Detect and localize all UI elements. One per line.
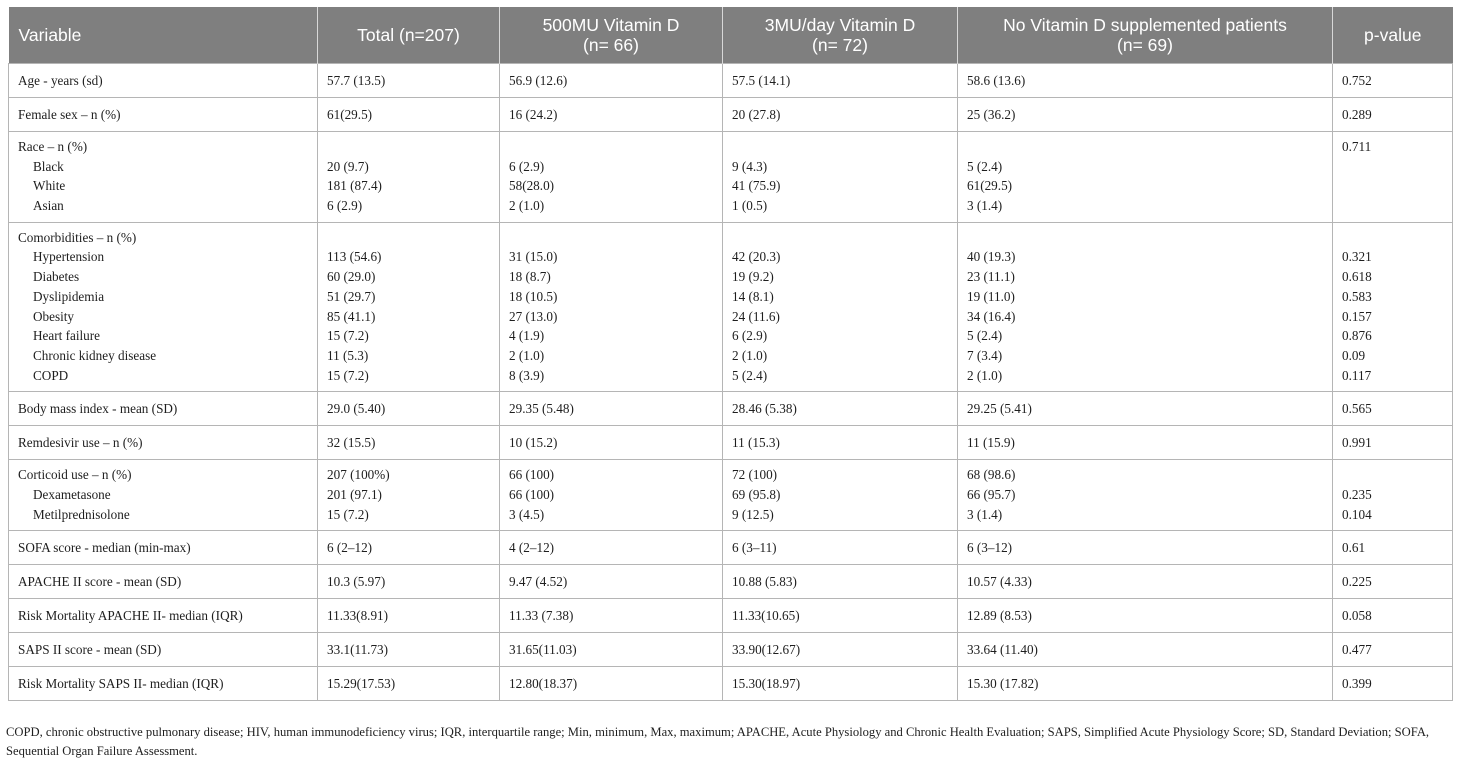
cell-no-vitamin-d xyxy=(958,132,1333,223)
subgroup-value: 2 (1.0) xyxy=(509,347,545,363)
cell-3mu: 20 (27.8) xyxy=(723,98,958,132)
cell-variable: Body mass index - mean (SD) xyxy=(9,392,318,426)
cell-variable: APACHE II score - mean (SD) xyxy=(9,565,318,599)
cell-3mu: 6 (3–11) xyxy=(723,531,958,565)
subgroup-value: 15 (7.2) xyxy=(327,328,369,344)
cell-p-value: 0.477 xyxy=(1333,633,1453,667)
subgroup-value: 3 (4.5) xyxy=(509,506,545,522)
group-value: 68 (98.6) xyxy=(967,467,1016,483)
subgroup-value: 0.876 xyxy=(1342,328,1372,344)
cell-no-vitamin-d xyxy=(958,460,1333,531)
subgroup-value: 69 (95.8) xyxy=(732,486,781,502)
cell-variable: Risk Mortality APACHE II- median (IQR) xyxy=(9,599,318,633)
group-value xyxy=(967,137,1323,157)
subgroup-label: Diabetes xyxy=(33,269,80,285)
table-row xyxy=(9,565,1453,599)
cell-variable: Risk Mortality SAPS II- median (IQR) xyxy=(9,667,318,701)
subgroup-label: Heart failure xyxy=(33,328,100,344)
cell-3mu: 57.5 (14.1) xyxy=(723,64,958,98)
header-500mu-line1: 500MU Vitamin D xyxy=(542,15,680,35)
group-value xyxy=(732,137,948,157)
cell-p-value: 0.991 xyxy=(1333,426,1453,460)
cell-3mu: 10.88 (5.83) xyxy=(723,565,958,599)
subgroup-value: 8 (3.9) xyxy=(509,367,545,383)
subgroup-value: 18 (10.5) xyxy=(509,288,558,304)
cell-variable: Female sex – n (%) xyxy=(9,98,318,132)
cell-500mu: 31.65(11.03) xyxy=(500,633,723,667)
table-body xyxy=(9,64,1453,701)
subgroup-label: Dexametasone xyxy=(33,486,111,502)
subgroup-value: 0.09 xyxy=(1342,347,1366,363)
group-value: 66 (100) xyxy=(509,467,555,483)
cell-no-vitamin-d: 15.30 (17.82) xyxy=(958,667,1333,701)
subgroup-value: 2 (1.0) xyxy=(509,198,545,214)
cell-variable xyxy=(9,222,318,392)
cell-variable: SAPS II score - mean (SD) xyxy=(9,633,318,667)
cell-500mu: 9.47 (4.52) xyxy=(500,565,723,599)
cell-variable: Remdesivir use – n (%) xyxy=(9,426,318,460)
subgroup-value: 66 (95.7) xyxy=(967,486,1016,502)
cell-p-value: 0.225 xyxy=(1333,565,1453,599)
header-500mu-line2: (n= 66) xyxy=(583,35,639,55)
subgroup-value: 3 (1.4) xyxy=(967,198,1003,214)
subgroup-value xyxy=(1342,176,1443,196)
subgroup-value: 0.321 xyxy=(1342,249,1372,265)
subgroup-value: 0.157 xyxy=(1342,308,1372,324)
subgroup-value: 6 (2.9) xyxy=(327,198,363,214)
subgroup-value: 113 (54.6) xyxy=(327,249,382,265)
group-value xyxy=(327,228,490,248)
baseline-characteristics-table xyxy=(8,7,1453,701)
subgroup-value xyxy=(1342,157,1443,177)
subgroup-value: 4 (1.9) xyxy=(509,328,545,344)
cell-no-vitamin-d: 11 (15.9) xyxy=(958,426,1333,460)
group-value xyxy=(327,137,490,157)
cell-500mu: 10 (15.2) xyxy=(500,426,723,460)
cell-500mu: 56.9 (12.6) xyxy=(500,64,723,98)
subgroup-value: 19 (11.0) xyxy=(967,288,1015,304)
cell-total: 57.7 (13.5) xyxy=(318,64,500,98)
subgroup-value: 42 (20.3) xyxy=(732,249,781,265)
subgroup-value: 14 (8.1) xyxy=(732,288,774,304)
cell-3mu xyxy=(723,460,958,531)
subgroup-label: COPD xyxy=(33,367,69,383)
table-container xyxy=(8,7,1452,701)
group-value xyxy=(509,137,713,157)
cell-p-value xyxy=(1333,222,1453,392)
cell-total: 11.33(8.91) xyxy=(318,599,500,633)
header-3mu xyxy=(723,7,958,64)
subgroup-value: 61(29.5) xyxy=(967,178,1013,194)
subgroup-value: 5 (2.4) xyxy=(967,158,1003,174)
group-value xyxy=(1342,465,1443,485)
cell-total xyxy=(318,132,500,223)
subgroup-value: 11 (5.3) xyxy=(327,347,369,363)
subgroup-value: 31 (15.0) xyxy=(509,249,558,265)
cell-500mu: 29.35 (5.48) xyxy=(500,392,723,426)
subgroup-value: 7 (3.4) xyxy=(967,347,1003,363)
subgroup-value: 2 (1.0) xyxy=(967,367,1003,383)
header-3mu-line2: (n= 72) xyxy=(812,35,868,55)
cell-total: 10.3 (5.97) xyxy=(318,565,500,599)
subgroup-value: 27 (13.0) xyxy=(509,308,558,324)
cell-p-value: 0.399 xyxy=(1333,667,1453,701)
cell-variable xyxy=(9,460,318,531)
cell-no-vitamin-d: 10.57 (4.33) xyxy=(958,565,1333,599)
subgroup-value: 58(28.0) xyxy=(509,178,555,194)
subgroup-value: 5 (2.4) xyxy=(732,367,768,383)
header-variable: Variable xyxy=(9,7,318,64)
subgroup-value: 24 (11.6) xyxy=(732,308,780,324)
cell-total: 29.0 (5.40) xyxy=(318,392,500,426)
subgroup-label: Chronic kidney disease xyxy=(33,347,157,363)
cell-3mu: 33.90(12.67) xyxy=(723,633,958,667)
cell-variable: SOFA score - median (min-max) xyxy=(9,531,318,565)
cell-500mu: 11.33 (7.38) xyxy=(500,599,723,633)
subgroup-value: 0.117 xyxy=(1342,367,1372,383)
cell-500mu: 4 (2–12) xyxy=(500,531,723,565)
cell-500mu xyxy=(500,132,723,223)
table-row xyxy=(9,667,1453,701)
group-value xyxy=(732,228,948,248)
table-row xyxy=(9,599,1453,633)
subgroup-value: 20 (9.7) xyxy=(327,158,369,174)
cell-500mu: 12.80(18.37) xyxy=(500,667,723,701)
group-value xyxy=(509,228,713,248)
header-500mu xyxy=(500,7,723,64)
subgroup-value: 201 (97.1) xyxy=(327,486,382,502)
cell-3mu xyxy=(723,222,958,392)
subgroup-value: 6 (2.9) xyxy=(509,158,545,174)
cell-3mu: 28.46 (5.38) xyxy=(723,392,958,426)
group-value: 72 (100) xyxy=(732,467,778,483)
subgroup-value: 23 (11.1) xyxy=(967,269,1015,285)
cell-total: 33.1(11.73) xyxy=(318,633,500,667)
subgroup-value: 0.235 xyxy=(1342,486,1372,502)
subgroup-value: 41 (75.9) xyxy=(732,178,781,194)
cell-3mu: 11 (15.3) xyxy=(723,426,958,460)
cell-500mu xyxy=(500,222,723,392)
cell-total: 15.29(17.53) xyxy=(318,667,500,701)
table-row xyxy=(9,460,1453,531)
subgroup-value: 2 (1.0) xyxy=(732,347,768,363)
subgroup-value: 66 (100) xyxy=(509,486,555,502)
cell-3mu: 11.33(10.65) xyxy=(723,599,958,633)
table-footnote: COPD, chronic obstructive pulmonary disease; HIV, human immunodeficiency virus; IQR, interquartile range; Min, minimum, Max, maximum; APACHE, Acute Physiology and Chronic Health Evaluation; SAPS, Simplified Acute Physiology Score; SD, Standard Deviation; SOFA, Sequential Organ Failure Assessment. xyxy=(6,725,1430,758)
cell-500mu: 16 (24.2) xyxy=(500,98,723,132)
cell-p-value xyxy=(1333,460,1453,531)
cell-no-vitamin-d: 25 (36.2) xyxy=(958,98,1333,132)
subgroup-value: 0.104 xyxy=(1342,506,1372,522)
group-label: Corticoid use – n (%) xyxy=(18,467,132,483)
header-total: Total (n=207) xyxy=(318,7,500,64)
header-row xyxy=(9,7,1453,64)
table-row xyxy=(9,64,1453,98)
cell-total xyxy=(318,222,500,392)
cell-variable: Age - years (sd) xyxy=(9,64,318,98)
subgroup-label: Black xyxy=(33,158,64,174)
table-row xyxy=(9,132,1453,223)
subgroup-label: Obesity xyxy=(33,308,75,324)
cell-no-vitamin-d: 12.89 (8.53) xyxy=(958,599,1333,633)
table-row xyxy=(9,98,1453,132)
group-value xyxy=(1342,228,1443,248)
group-value: 0.711 xyxy=(1342,139,1372,154)
subgroup-value: 3 (1.4) xyxy=(967,506,1003,522)
subgroup-value: 9 (12.5) xyxy=(732,506,774,522)
subgroup-value: 9 (4.3) xyxy=(732,158,768,174)
table-row xyxy=(9,426,1453,460)
cell-no-vitamin-d: 33.64 (11.40) xyxy=(958,633,1333,667)
subgroup-value: 40 (19.3) xyxy=(967,249,1016,265)
subgroup-value: 85 (41.1) xyxy=(327,308,376,324)
subgroup-label: Metilprednisolone xyxy=(33,506,130,522)
table-row xyxy=(9,222,1453,392)
cell-total: 32 (15.5) xyxy=(318,426,500,460)
header-no-vitamin-d-line1: No Vitamin D supplemented patients xyxy=(1003,15,1287,35)
subgroup-value: 15 (7.2) xyxy=(327,367,369,383)
table-row xyxy=(9,531,1453,565)
header-3mu-line1: 3MU/day Vitamin D xyxy=(764,15,916,35)
cell-p-value xyxy=(1333,132,1453,223)
cell-no-vitamin-d: 58.6 (13.6) xyxy=(958,64,1333,98)
subgroup-value: 51 (29.7) xyxy=(327,288,376,304)
subgroup-value: 60 (29.0) xyxy=(327,269,376,285)
subgroup-value: 19 (9.2) xyxy=(732,269,774,285)
table-row xyxy=(9,392,1453,426)
header-no-vitamin-d-line2: (n= 69) xyxy=(1117,35,1173,55)
cell-p-value: 0.565 xyxy=(1333,392,1453,426)
subgroup-value: 6 (2.9) xyxy=(732,328,768,344)
group-value: 207 (100%) xyxy=(327,467,390,483)
header-p-value: p-value xyxy=(1333,7,1453,64)
cell-no-vitamin-d: 6 (3–12) xyxy=(958,531,1333,565)
subgroup-value: 1 (0.5) xyxy=(732,198,768,214)
cell-p-value: 0.752 xyxy=(1333,64,1453,98)
cell-500mu xyxy=(500,460,723,531)
cell-p-value: 0.61 xyxy=(1333,531,1453,565)
cell-3mu: 15.30(18.97) xyxy=(723,667,958,701)
subgroup-value xyxy=(1342,196,1443,216)
subgroup-value: 5 (2.4) xyxy=(967,328,1003,344)
subgroup-label: Asian xyxy=(33,198,64,214)
cell-3mu xyxy=(723,132,958,223)
cell-no-vitamin-d: 29.25 (5.41) xyxy=(958,392,1333,426)
subgroup-value: 181 (87.4) xyxy=(327,178,382,194)
group-label: Comorbidities – n (%) xyxy=(18,229,137,245)
subgroup-label: Dyslipidemia xyxy=(33,288,105,304)
cell-total xyxy=(318,460,500,531)
cell-total: 61(29.5) xyxy=(318,98,500,132)
cell-no-vitamin-d xyxy=(958,222,1333,392)
header-no-vitamin-d xyxy=(958,7,1333,64)
subgroup-value: 34 (16.4) xyxy=(967,308,1016,324)
subgroup-value: 0.618 xyxy=(1342,269,1372,285)
cell-total: 6 (2–12) xyxy=(318,531,500,565)
table-row xyxy=(9,633,1453,667)
subgroup-label: Hypertension xyxy=(33,249,105,265)
group-label: Race – n (%) xyxy=(18,139,88,154)
cell-variable xyxy=(9,132,318,223)
subgroup-label: White xyxy=(33,178,66,194)
subgroup-value: 0.583 xyxy=(1342,288,1372,304)
subgroup-value: 15 (7.2) xyxy=(327,506,369,522)
cell-p-value: 0.289 xyxy=(1333,98,1453,132)
cell-p-value: 0.058 xyxy=(1333,599,1453,633)
group-value xyxy=(967,228,1323,248)
subgroup-value: 18 (8.7) xyxy=(509,269,551,285)
